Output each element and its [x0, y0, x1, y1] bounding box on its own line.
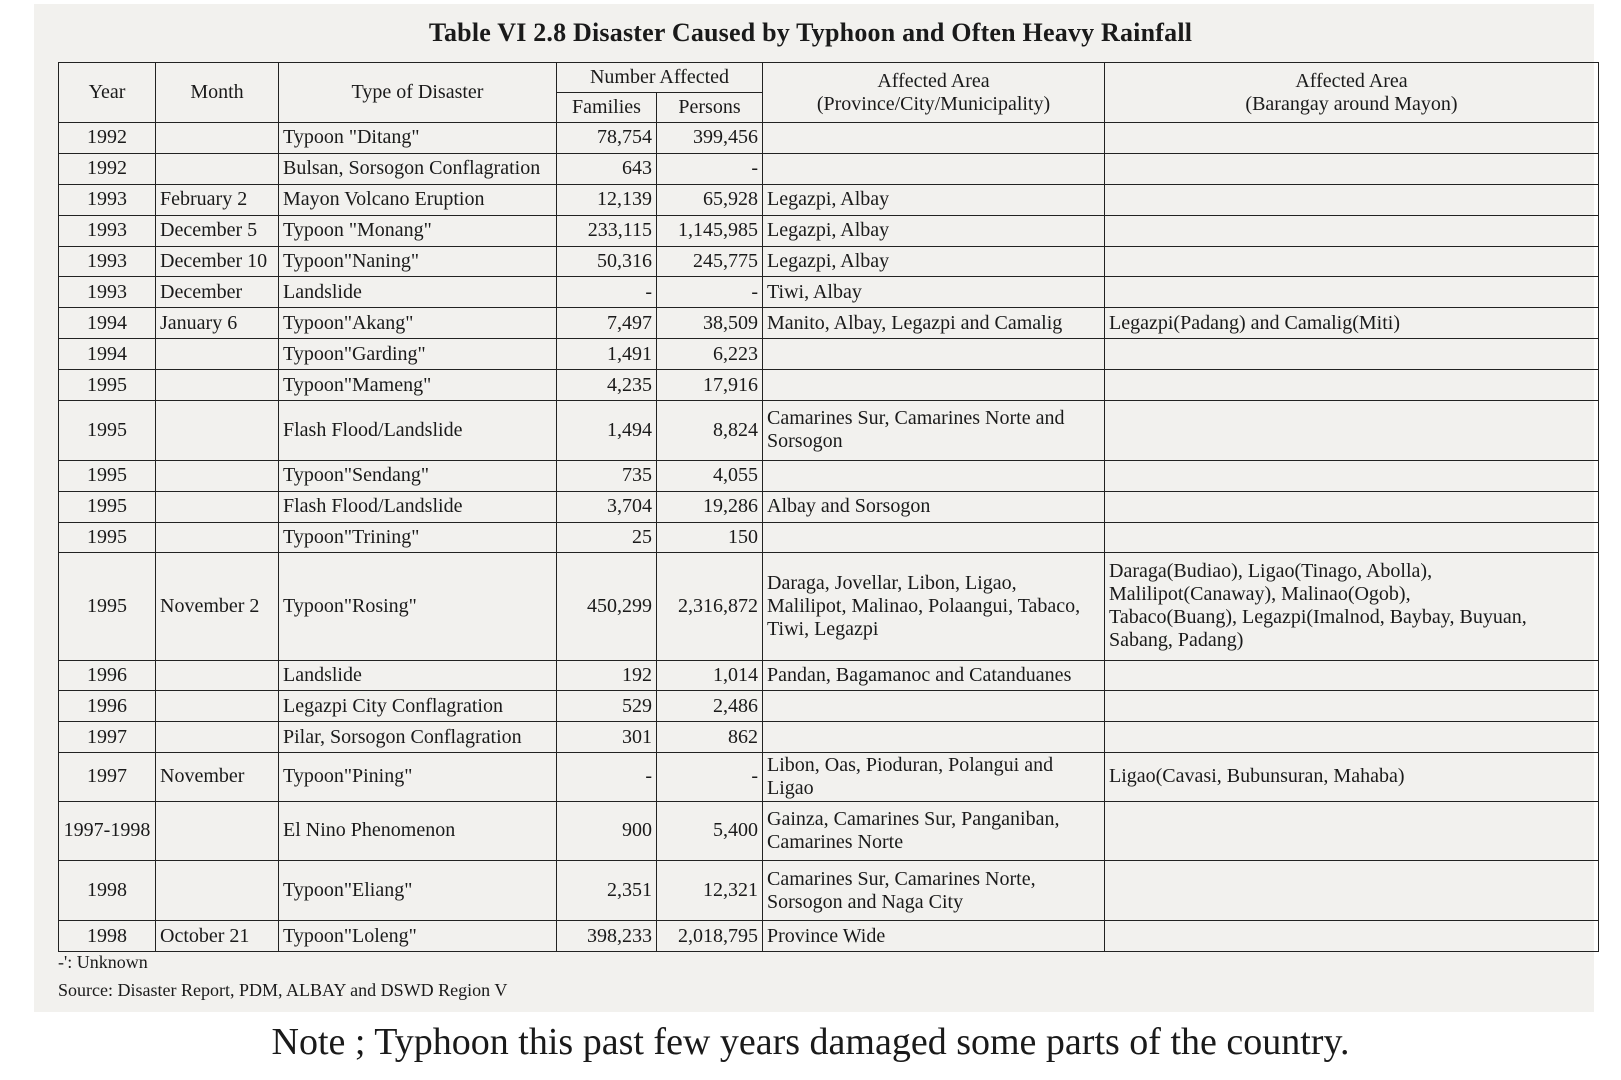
- cell-affected-area: [763, 722, 1105, 753]
- cell-barangay: [1105, 246, 1599, 277]
- cell-barangay: [1105, 401, 1599, 461]
- cell-type: Legazpi City Conflagration: [279, 691, 557, 722]
- cell-type: Typoon"Mameng": [279, 370, 557, 401]
- cell-barangay: [1105, 691, 1599, 722]
- cell-persons: 862: [657, 722, 763, 753]
- table-row: [59, 722, 1599, 753]
- cell-barangay: [1105, 801, 1599, 861]
- cell-month: October 21: [156, 921, 279, 952]
- footnote-unknown: -': Unknown: [58, 952, 148, 972]
- table-row: [59, 921, 1599, 952]
- cell-families: 25: [557, 522, 657, 553]
- cell-families: 450,299: [557, 553, 657, 660]
- table-row: [59, 553, 1599, 660]
- cell-type: Typoon"Eliang": [279, 861, 557, 921]
- cell-month: December: [156, 277, 279, 308]
- cell-persons: 38,509: [657, 308, 763, 339]
- cell-month: [156, 460, 279, 491]
- cell-affected-area: [763, 123, 1105, 154]
- cell-month: [156, 722, 279, 753]
- cell-affected-area: Gainza, Camarines Sur, Panganiban, Camarines Norte: [763, 801, 1105, 861]
- cell-year: 1995: [59, 460, 156, 491]
- table-title: Table VI 2.8 Disaster Caused by Typhoon and Often Heavy Rainfall: [428, 18, 1193, 47]
- cell-year: 1993: [59, 277, 156, 308]
- table-row: [59, 184, 1599, 215]
- cell-families: -: [557, 277, 657, 308]
- cell-families: 12,139: [557, 184, 657, 215]
- cell-barangay: [1105, 153, 1599, 184]
- cell-families: 3,704: [557, 491, 657, 522]
- table-row: [59, 522, 1599, 553]
- header-number-affected: Number Affected: [557, 63, 763, 93]
- cell-year: 1996: [59, 660, 156, 691]
- cell-persons: 4,055: [657, 460, 763, 491]
- cell-year: 1996: [59, 691, 156, 722]
- cell-month: [156, 123, 279, 154]
- cell-families: 50,316: [557, 246, 657, 277]
- table-row: [59, 491, 1599, 522]
- cell-persons: 65,928: [657, 184, 763, 215]
- cell-month: November: [156, 753, 279, 801]
- cell-persons: 2,486: [657, 691, 763, 722]
- cell-year: 1992: [59, 153, 156, 184]
- cell-persons: 8,824: [657, 401, 763, 461]
- table-row: [59, 460, 1599, 491]
- table-row: [59, 861, 1599, 921]
- cell-barangay: Legazpi(Padang) and Camalig(Miti): [1105, 308, 1599, 339]
- cell-year: 1998: [59, 861, 156, 921]
- header-affected-area-province: Affected Area (Province/City/Municipality): [763, 63, 1105, 123]
- cell-barangay: [1105, 277, 1599, 308]
- table-row: [59, 123, 1599, 154]
- cell-type: Landslide: [279, 660, 557, 691]
- cell-barangay: Daraga(Budiao), Ligao(Tinago, Abolla), Malilipot(Canaway), Malinao(Ogob), Tabaco(Buang), Legazpi(Imalnod, Baybay, Buyuan, Sabang, Padang): [1105, 553, 1599, 660]
- cell-affected-area: Camarines Sur, Camarines Norte and Sorsogon: [763, 401, 1105, 461]
- cell-month: [156, 153, 279, 184]
- cell-year: 1995: [59, 370, 156, 401]
- cell-year: 1997: [59, 722, 156, 753]
- cell-type: Typoon "Ditang": [279, 123, 557, 154]
- table-row: [59, 753, 1599, 801]
- cell-families: 900: [557, 801, 657, 861]
- note-text: Note ; Typhoon this past few years damaged some parts of the country.: [271, 1021, 1350, 1063]
- header-type-of-disaster: Type of Disaster: [279, 63, 557, 123]
- cell-affected-area: Legazpi, Albay: [763, 246, 1105, 277]
- cell-families: 7,497: [557, 308, 657, 339]
- cell-type: Typoon"Akang": [279, 308, 557, 339]
- cell-families: 1,491: [557, 339, 657, 370]
- cell-persons: -: [657, 277, 763, 308]
- cell-type: Typoon"Pining": [279, 753, 557, 801]
- cell-month: [156, 401, 279, 461]
- cell-affected-area: Pandan, Bagamanoc and Catanduanes: [763, 660, 1105, 691]
- cell-month: January 6: [156, 308, 279, 339]
- cell-affected-area: [763, 691, 1105, 722]
- cell-barangay: [1105, 123, 1599, 154]
- table-row: [59, 339, 1599, 370]
- cell-persons: 150: [657, 522, 763, 553]
- cell-month: [156, 339, 279, 370]
- cell-affected-area: [763, 153, 1105, 184]
- cell-persons: -: [657, 153, 763, 184]
- cell-affected-area: Legazpi, Albay: [763, 215, 1105, 246]
- cell-affected-area: [763, 339, 1105, 370]
- cell-families: 192: [557, 660, 657, 691]
- cell-year: 1995: [59, 553, 156, 660]
- cell-month: December 10: [156, 246, 279, 277]
- cell-barangay: Ligao(Cavasi, Bubunsuran, Mahaba): [1105, 753, 1599, 801]
- cell-month: [156, 691, 279, 722]
- cell-type: Flash Flood/Landslide: [279, 491, 557, 522]
- table-body: [59, 123, 1599, 952]
- cell-persons: 2,316,872: [657, 553, 763, 660]
- header-persons: Persons: [657, 93, 763, 123]
- cell-year: 1998: [59, 921, 156, 952]
- cell-persons: 19,286: [657, 491, 763, 522]
- cell-families: 78,754: [557, 123, 657, 154]
- cell-year: 1997-1998: [59, 801, 156, 861]
- cell-month: November 2: [156, 553, 279, 660]
- table-row: [59, 277, 1599, 308]
- cell-families: 4,235: [557, 370, 657, 401]
- cell-affected-area: [763, 522, 1105, 553]
- cell-type: Flash Flood/Landslide: [279, 401, 557, 461]
- cell-persons: 399,456: [657, 123, 763, 154]
- cell-barangay: [1105, 660, 1599, 691]
- cell-affected-area: [763, 460, 1105, 491]
- cell-barangay: [1105, 215, 1599, 246]
- table-row: [59, 215, 1599, 246]
- cell-month: [156, 801, 279, 861]
- cell-year: 1993: [59, 215, 156, 246]
- cell-affected-area: Daraga, Jovellar, Libon, Ligao, Malilipot, Malinao, Polaangui, Tabaco, Tiwi, Legazpi: [763, 553, 1105, 660]
- cell-families: 2,351: [557, 861, 657, 921]
- cell-affected-area: Manito, Albay, Legazpi and Camalig: [763, 308, 1105, 339]
- cell-barangay: [1105, 491, 1599, 522]
- cell-month: [156, 660, 279, 691]
- cell-type: Typoon"Garding": [279, 339, 557, 370]
- cell-persons: 5,400: [657, 801, 763, 861]
- table-row: [59, 246, 1599, 277]
- cell-barangay: [1105, 722, 1599, 753]
- disaster-table: [58, 62, 1599, 952]
- cell-year: 1995: [59, 491, 156, 522]
- cell-persons: 1,145,985: [657, 215, 763, 246]
- cell-families: -: [557, 753, 657, 801]
- cell-barangay: [1105, 522, 1599, 553]
- cell-families: 1,494: [557, 401, 657, 461]
- cell-families: 301: [557, 722, 657, 753]
- cell-year: 1993: [59, 246, 156, 277]
- table-row: [59, 370, 1599, 401]
- cell-persons: 12,321: [657, 861, 763, 921]
- cell-barangay: [1105, 339, 1599, 370]
- cell-families: 233,115: [557, 215, 657, 246]
- cell-year: 1997: [59, 753, 156, 801]
- cell-affected-area: Province Wide: [763, 921, 1105, 952]
- cell-month: [156, 491, 279, 522]
- footnote-source: Source: Disaster Report, PDM, ALBAY and DSWD Region V: [58, 980, 508, 1000]
- cell-year: 1994: [59, 339, 156, 370]
- table-row: [59, 153, 1599, 184]
- cell-year: 1992: [59, 123, 156, 154]
- cell-type: Typoon "Monang": [279, 215, 557, 246]
- cell-type: Bulsan, Sorsogon Conflagration: [279, 153, 557, 184]
- cell-barangay: [1105, 184, 1599, 215]
- cell-affected-area: Camarines Sur, Camarines Norte, Sorsogon and Naga City: [763, 861, 1105, 921]
- table-row: [59, 660, 1599, 691]
- header-families: Families: [557, 93, 657, 123]
- header-year: Year: [59, 63, 156, 123]
- table-row: [59, 691, 1599, 722]
- cell-affected-area: Albay and Sorsogon: [763, 491, 1105, 522]
- cell-barangay: [1105, 921, 1599, 952]
- cell-type: Typoon"Trining": [279, 522, 557, 553]
- cell-year: 1995: [59, 401, 156, 461]
- cell-affected-area: Tiwi, Albay: [763, 277, 1105, 308]
- cell-persons: 245,775: [657, 246, 763, 277]
- cell-type: Pilar, Sorsogon Conflagration: [279, 722, 557, 753]
- cell-families: 643: [557, 153, 657, 184]
- table-row: [59, 401, 1599, 461]
- cell-month: December 5: [156, 215, 279, 246]
- cell-persons: 2,018,795: [657, 921, 763, 952]
- cell-month: [156, 370, 279, 401]
- cell-type: El Nino Phenomenon: [279, 801, 557, 861]
- cell-affected-area: Libon, Oas, Pioduran, Polangui and Ligao: [763, 753, 1105, 801]
- cell-year: 1993: [59, 184, 156, 215]
- cell-barangay: [1105, 861, 1599, 921]
- cell-month: [156, 861, 279, 921]
- cell-type: Typoon"Naning": [279, 246, 557, 277]
- cell-type: Typoon"Loleng": [279, 921, 557, 952]
- header-month: Month: [156, 63, 279, 123]
- cell-persons: 6,223: [657, 339, 763, 370]
- cell-affected-area: Legazpi, Albay: [763, 184, 1105, 215]
- cell-year: 1994: [59, 308, 156, 339]
- cell-type: Mayon Volcano Eruption: [279, 184, 557, 215]
- cell-year: 1995: [59, 522, 156, 553]
- cell-barangay: [1105, 370, 1599, 401]
- header-affected-area-barangay: Affected Area (Barangay around Mayon): [1105, 63, 1599, 123]
- cell-month: February 2: [156, 184, 279, 215]
- table-row: [59, 308, 1599, 339]
- cell-families: 735: [557, 460, 657, 491]
- cell-families: 398,233: [557, 921, 657, 952]
- cell-persons: 1,014: [657, 660, 763, 691]
- table-row: [59, 801, 1599, 861]
- cell-persons: 17,916: [657, 370, 763, 401]
- cell-persons: -: [657, 753, 763, 801]
- cell-barangay: [1105, 460, 1599, 491]
- cell-affected-area: [763, 370, 1105, 401]
- cell-families: 529: [557, 691, 657, 722]
- cell-type: Landslide: [279, 277, 557, 308]
- cell-type: Typoon"Rosing": [279, 553, 557, 660]
- cell-type: Typoon"Sendang": [279, 460, 557, 491]
- cell-month: [156, 522, 279, 553]
